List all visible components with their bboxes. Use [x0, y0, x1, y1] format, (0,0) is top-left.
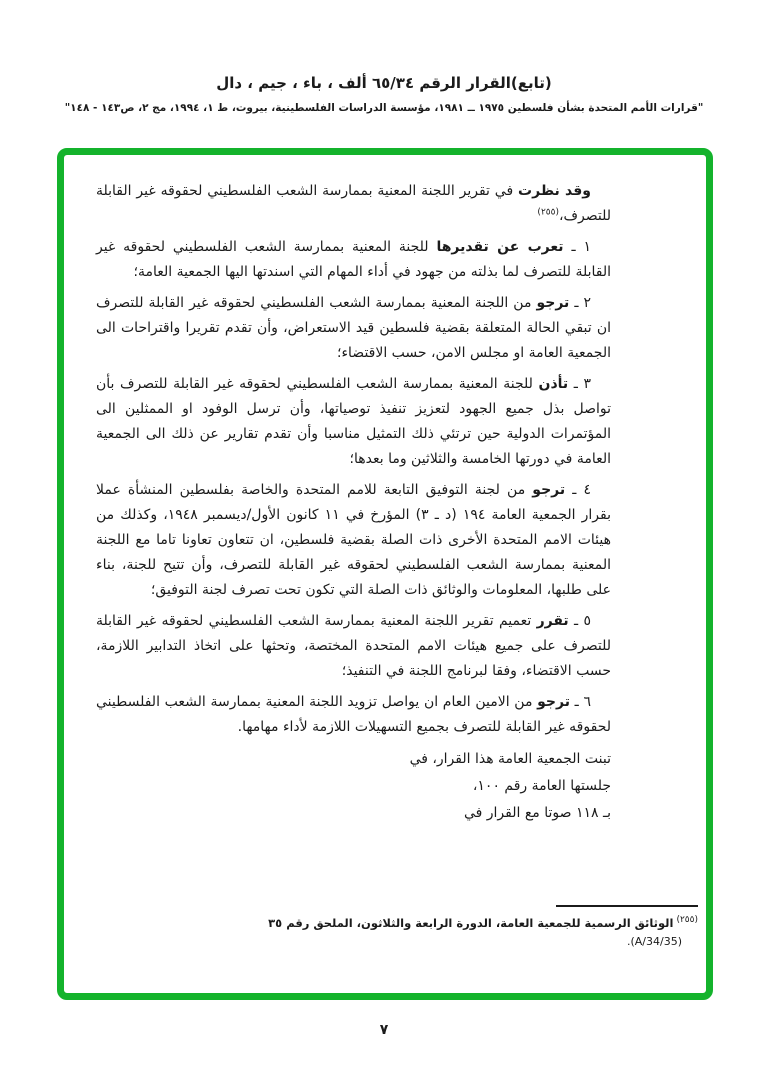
resolution-title: (تابع)القرار الرقم ٦٥/٣٤ ألف ، باء ، جيم ، دال	[216, 74, 552, 92]
paragraph-lead: ترجو	[536, 295, 570, 311]
resolution-paragraph-5	[96, 609, 611, 684]
paragraph-number: ٥ ـ	[568, 613, 591, 629]
page-number: ٧	[379, 1022, 389, 1038]
intro-lead: وقد نظرت	[518, 183, 591, 199]
footnote-line	[139, 915, 698, 932]
paragraph-text: من اللجنة المعنية بممارسة الشعب الفلسطيني لحقوقه غير القابلة للتصرف ان تبقي الحالة المتعلقة بقضية فلسطين قيد الاستعراض، وأن تقدم تقريرا واقتراحات الى الجمعية العامة او مجلس الامن، حسب الاقتضاء؛	[96, 295, 611, 361]
resolution-paragraph-1	[96, 235, 611, 285]
paragraph-number: ٤ ـ	[565, 482, 591, 498]
paragraph-lead: تقرر	[536, 613, 569, 629]
intro-text: في تقرير اللجنة المعنية بممارسة الشعب الفلسطيني لحقوقه غير القابلة للتصرف،	[96, 183, 611, 224]
footnote-reference-mark: (٢٥٥)	[537, 207, 559, 218]
footnote	[139, 915, 698, 950]
paragraph-text: تعميم تقرير اللجنة المعنية بممارسة الشعب الفلسطيني لحقوقه غير القابلة للتصرف على جميع هيئات الامم المتحدة المختصة، وتحثها على اتخاذ التدابير اللازمة، حسب الاقتضاء، وفقا لبرنامج اللجنة في التنفيذ؛	[96, 613, 611, 679]
resolution-body	[96, 179, 611, 827]
paragraph-number: ٣ ـ	[568, 376, 591, 392]
page-header	[0, 74, 768, 114]
paragraph-lead: تأذن	[538, 376, 569, 392]
source-citation: "قرارات الأمم المتحدة بشأن فلسطين ١٩٧٥ ــ ١٩٨١، مؤسسة الدراسات الفلسطينية، بيروت، ط ١، ١٩٩٤، مج ٢، ص١٤٣ - ١٤٨"	[64, 102, 704, 114]
footnote-text: الوثائق الرسمية للجمعية العامة، الدورة الرابعة والثلاثون، الملحق رقم ٣٥	[268, 916, 674, 930]
paragraph-lead: تعرب عن تقديرها	[436, 239, 564, 255]
resolution-paragraph-6	[96, 690, 611, 740]
paragraph-lead: ترجو	[537, 694, 570, 710]
footnote-separator	[556, 905, 698, 907]
adoption-note-line: تبنت الجمعية العامة هذا القرار، في	[409, 751, 611, 767]
paragraph-text: للجنة المعنية بممارسة الشعب الفلسطيني لحقوقه غير القابلة للتصرف لما بذلته من جهود في أداء المهام التي اسندتها اليها الجمعية العامة؛	[96, 239, 611, 280]
resolution-paragraph-3	[96, 372, 611, 472]
adoption-note	[401, 746, 611, 827]
footnote-marker: (٢٥٥)	[676, 915, 698, 926]
paragraph-number: ٦ ـ	[569, 694, 591, 710]
paragraph-text: للجنة المعنية بممارسة الشعب الفلسطيني لحقوقه غير القابلة للتصرف بأن تواصل بذل جميع الجهود لتعزيز تنفيذ توصياتها، وأن ترسل الوفود او الممثلين الى المؤتمرات الدولية حين ترتئي ذلك التمثيل مناسبا وأن تقدم تقارير عن ذلك الى الجمعية العامة في دورتها الخامسة والثلاثين وما بعدها؛	[96, 376, 611, 467]
footnote-document-ref: (A/34/35).	[626, 935, 682, 948]
paragraph-text: من لجنة التوفيق التابعة للامم المتحدة والخاصة بفلسطين المنشأة عملا بقرار الجمعية العامة ١٩٤ (د ـ ٣) المؤرخ في ١١ كانون الأول/ديسمبر ١٩٤٨، وكذلك من هيئات الامم المتحدة الأخرى ذات الصلة بقضية فلسطين، ان تتعاون تعاونا تاما مع اللجنة المعنية بممارسة الشعب الفلسطيني لحقوقه غير القابلة للتصرف، وأن تتيح للجنة، بناء على طلبها، المعلومات والوثائق ذات الصلة التي تكون تحت تصرف لجنة التوفيق؛	[96, 482, 612, 598]
resolution-paragraph-4	[96, 478, 611, 603]
resolution-paragraph-2	[96, 291, 611, 366]
paragraph-lead: ترجو	[532, 482, 566, 498]
intro-paragraph	[96, 179, 611, 229]
paragraph-number: ١ ـ	[563, 239, 591, 255]
adoption-note-line: بـ ١١٨ صوتا مع القرار في	[463, 805, 611, 821]
paragraph-text: من الامين العام ان يواصل تزويد اللجنة المعنية بممارسة الشعب الفلسطيني لحقوقه غير القابلة للتصرف بجميع التسهيلات اللازمة لأداء مهامها.	[96, 694, 611, 735]
green-border-frame	[57, 148, 713, 1000]
adoption-note-line: جلستها العامة رقم ١٠٠،	[472, 778, 611, 794]
paragraph-number: ٢ ـ	[569, 295, 591, 311]
